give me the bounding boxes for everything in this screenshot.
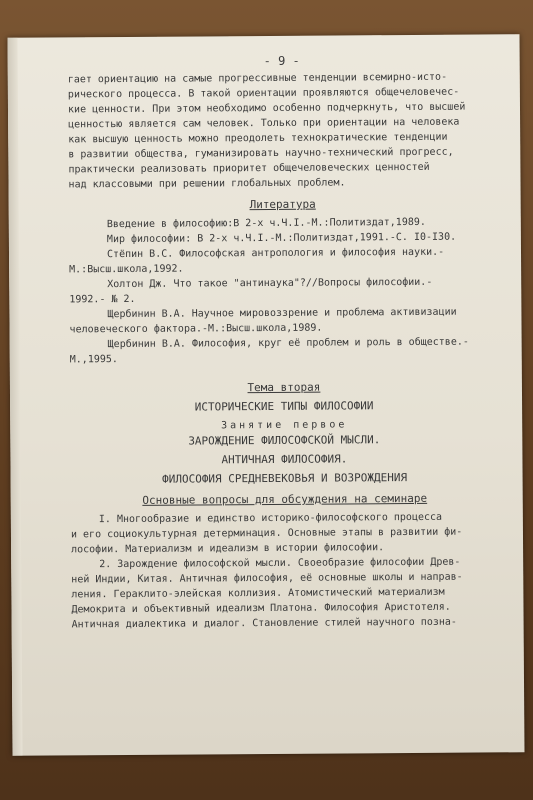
reference-line: М.:Высш.школа,1992. bbox=[69, 263, 184, 276]
reference-line: Холтон Дж. Что такое "антинаука"?//Вопросы философии.- bbox=[107, 276, 433, 291]
intro-line: практически реализовать приоритет общечеловеческих ценностей bbox=[68, 161, 430, 176]
page-number: - 9 - bbox=[263, 53, 300, 69]
lesson-label: Занятие первое bbox=[221, 419, 348, 432]
literature-heading: Литература bbox=[249, 197, 316, 212]
question-item bbox=[71, 554, 500, 632]
question-item bbox=[71, 509, 499, 557]
reference-line: Введение в философию:В 2-х ч.Ч.I.-М.:Политиздат,1989. bbox=[106, 216, 426, 231]
question-line: ней Индии, Китая. Античная философия, её основные школы и направ- bbox=[71, 571, 463, 586]
document-page bbox=[7, 34, 524, 756]
questions-heading: Основные вопросы для обсуждения на семинаре bbox=[142, 491, 428, 507]
question-line: I. Многообразие и единство историко-философского процесса bbox=[98, 511, 443, 526]
reference-line: Мир философии: В 2-х ч.Ч.I.-М.:Политиздат,1991.-С. I0-I30. bbox=[106, 231, 457, 246]
reference-line: Стёпин В.С. Философская антропология и философия науки.- bbox=[106, 246, 445, 261]
question-line: Демокрита и объективный идеализм Платона. Философия Аристотеля. bbox=[71, 601, 451, 616]
intro-line: над классовыми при решении глобальных проблем. bbox=[68, 177, 346, 191]
question-line: ления. Гераклито-элейская коллизия. Атомистический материализм bbox=[71, 586, 445, 601]
reference-line: Щербинин В.А. Философия, круг её проблем и роль в обществе.- bbox=[107, 336, 469, 351]
intro-line: кие ценности. При этом необходимо особенно подчеркнуть, что высшей bbox=[67, 101, 466, 116]
topic-title: ИСТОРИЧЕСКИЕ ТИПЫ ФИЛОСОФИИ bbox=[194, 399, 374, 414]
reference-line: Щербинин В.А. Научное мировоззрение и проблема активизации bbox=[107, 306, 457, 321]
reference-item bbox=[70, 334, 498, 367]
medieval-philosophy-title: ФИЛОСОФИЯ СРЕДНЕВЕКОВЬЯ И ВОЗРОЖДЕНИЯ bbox=[162, 471, 408, 486]
intro-line: ценностью является сам человек. Только при ориентации на человека bbox=[68, 116, 460, 131]
intro-line: рического процесса. В такой ориентации проявляются общечеловечес- bbox=[67, 86, 460, 101]
intro-line: гает ориентацию на самые прогрессивные тенденции всемирно-исто- bbox=[67, 71, 448, 86]
intro-line: в развитии общества, гуманизировать научно-технический прогресс, bbox=[68, 146, 454, 161]
topic-label: Тема вторая bbox=[247, 380, 321, 395]
reference-item bbox=[69, 304, 497, 337]
reference-list bbox=[69, 214, 498, 367]
reference-line: человеческого фактора.-М.:Высш.школа,1989. bbox=[69, 322, 323, 336]
question-line: Античная диалектика и диалог. Становление стилей научного позна- bbox=[71, 616, 457, 631]
lesson-title: ЗАРОЖДЕНИЕ ФИЛОСОФСКОЙ МЫСЛИ. bbox=[188, 433, 381, 448]
reference-line: 1992.- № 2. bbox=[69, 293, 136, 306]
question-line: лософии. Материализм и идеализм в истории философии. bbox=[71, 542, 385, 556]
question-line: и его социокультурная детерминация. Основные этапы в развитии фи- bbox=[70, 526, 463, 541]
reference-line: М.,1995. bbox=[69, 354, 118, 366]
reference-item bbox=[69, 244, 497, 277]
intro-paragraph bbox=[68, 69, 497, 192]
antique-philosophy-title: АНТИЧНАЯ ФИЛОСОФИЯ. bbox=[221, 452, 348, 467]
question-list bbox=[71, 509, 500, 632]
page-content bbox=[68, 52, 500, 632]
intro-line: как высшую ценность можно преодолеть технократические тенденции bbox=[68, 131, 448, 146]
question-line: 2. Зарождение философской мысли. Своеобразие философии Древ- bbox=[99, 556, 461, 571]
reference-item bbox=[69, 274, 497, 307]
